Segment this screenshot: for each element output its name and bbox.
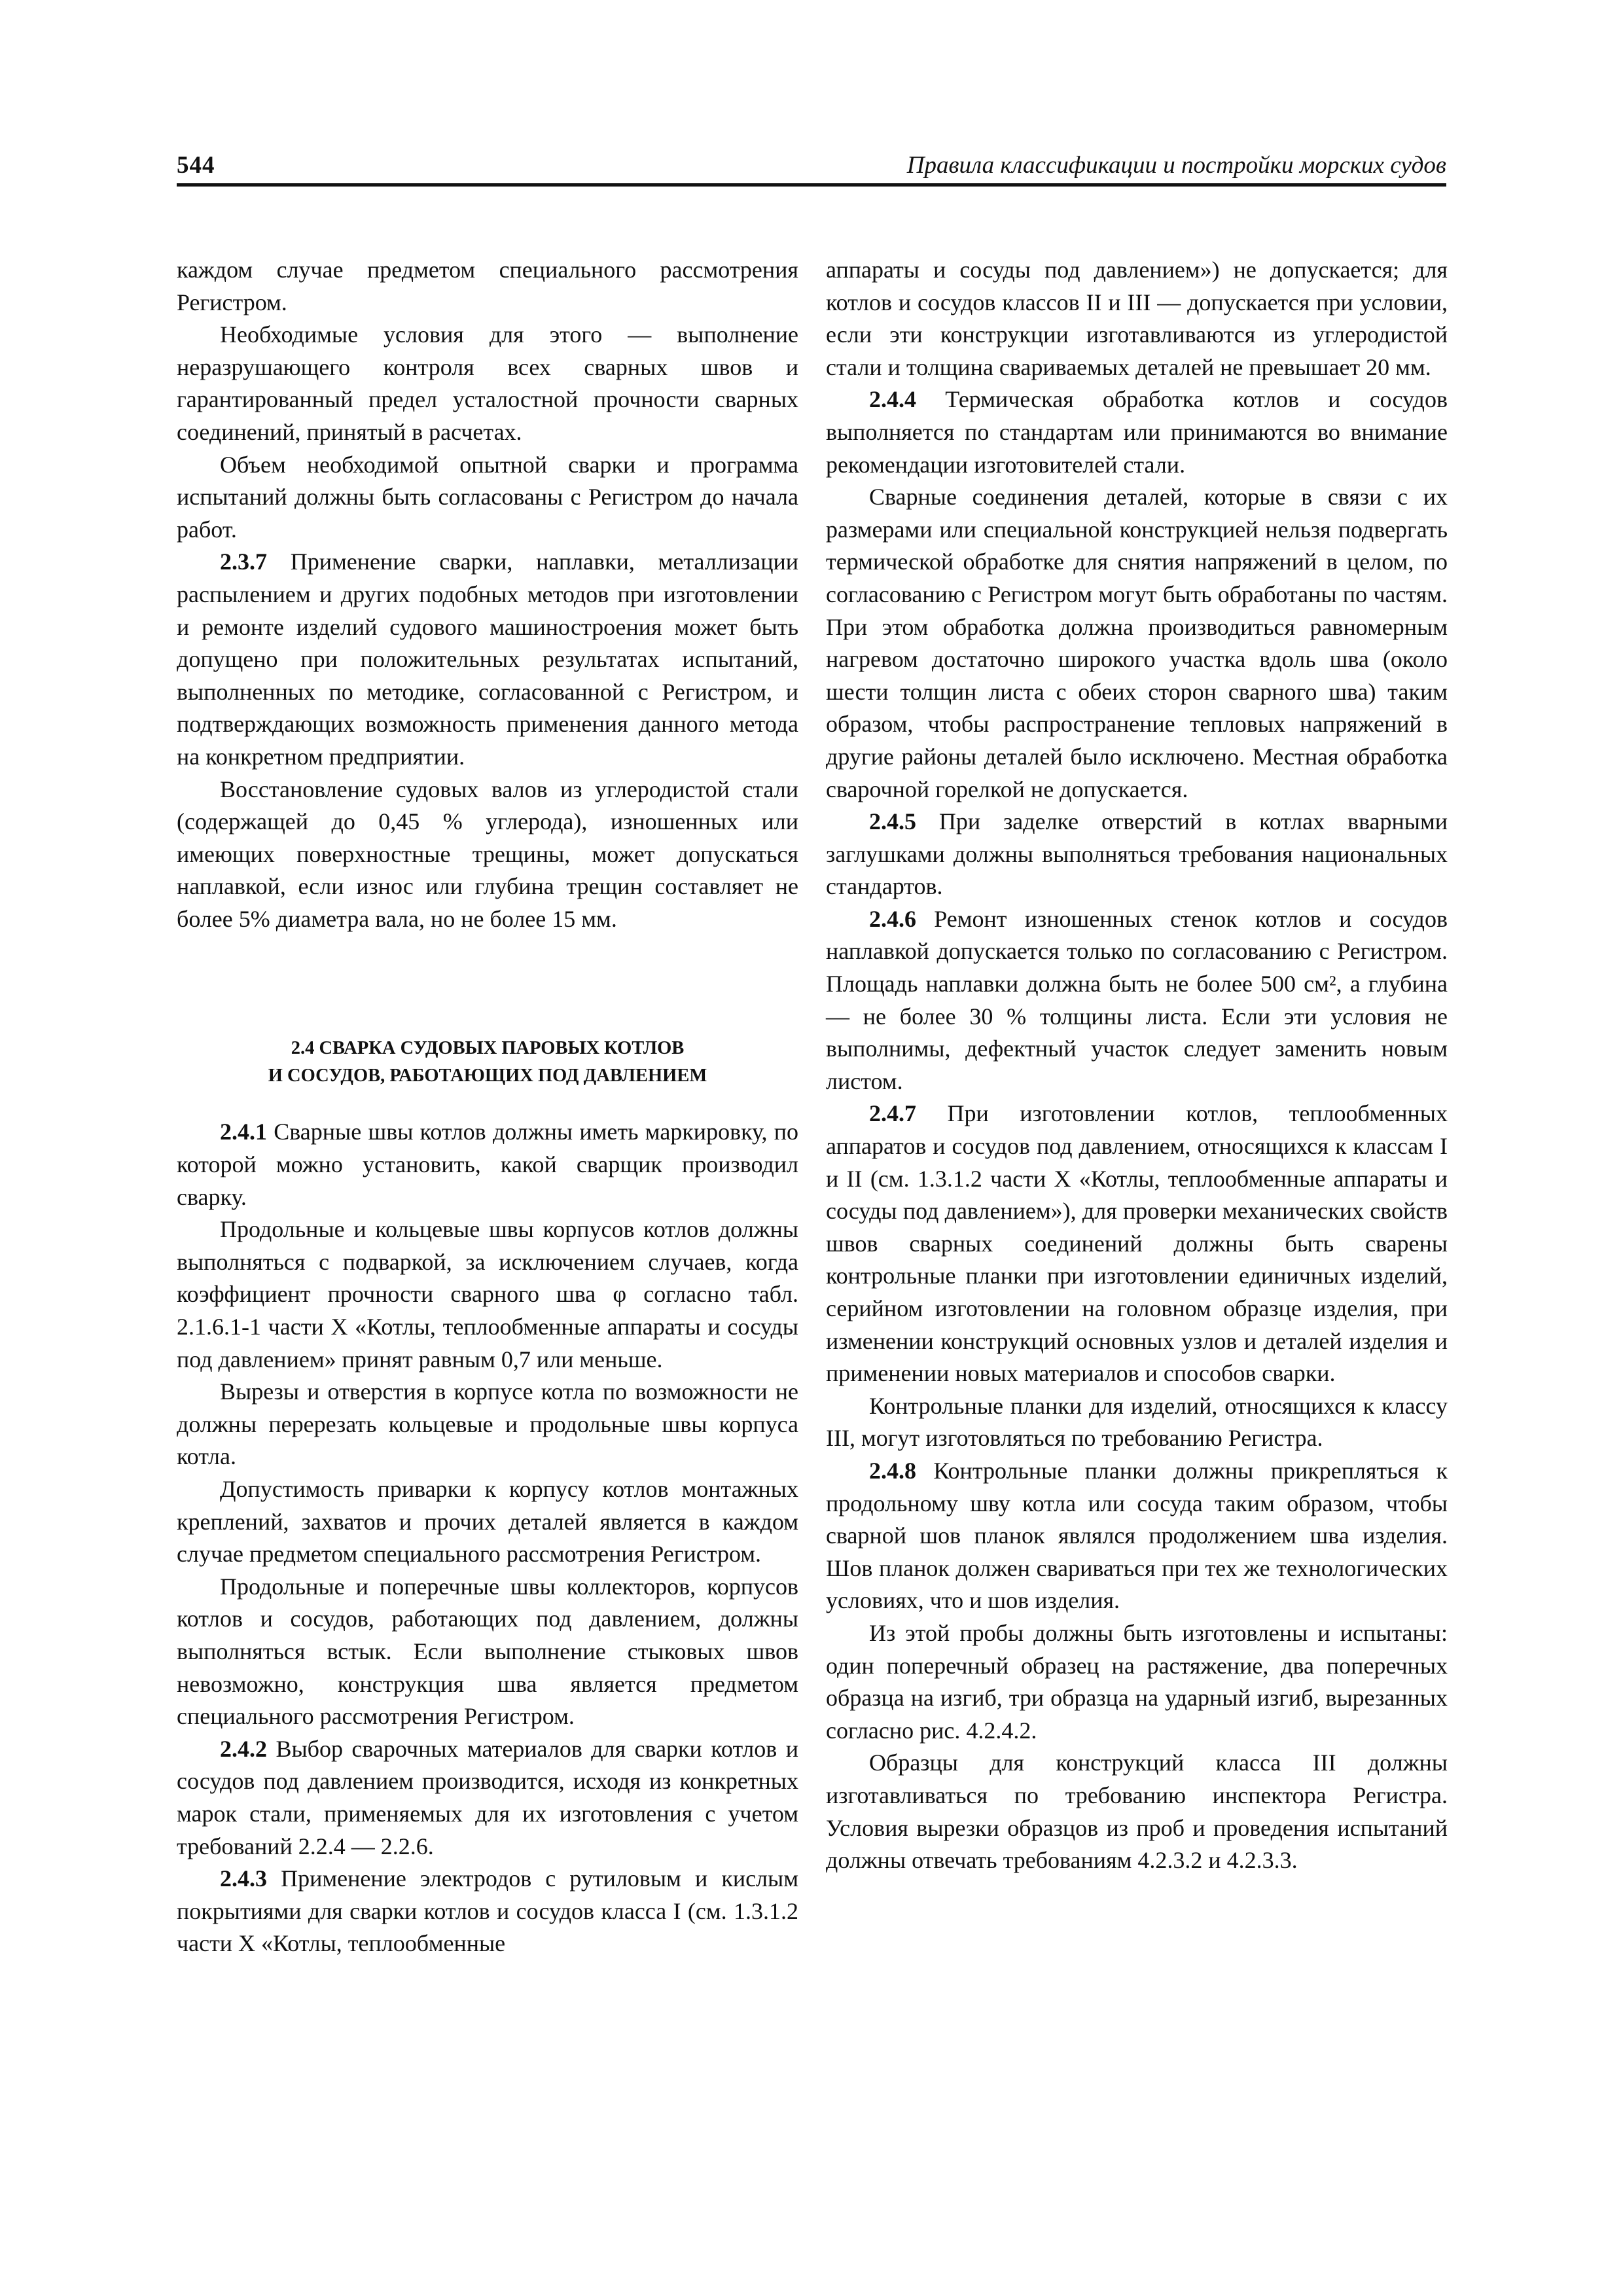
paragraph: Необходимые условия для этого — выполнение неразрушающего контроля всех сварных швов и гарантированный предел усталостной прочности сварных соединений, принятый в расчетах. <box>177 321 798 445</box>
section-heading <box>177 1035 798 1090</box>
paragraph: Из этой пробы должны быть изготовлены и испытаны: один поперечный образец на растяжение, два поперечных образца на изгиб, три образца на ударный изгиб, вырезанных согласно рис. 4.2.4.2. <box>826 1619 1448 1744</box>
clause-number: 2.4.8 <box>869 1457 916 1484</box>
paragraph: Вырезы и отверстия в корпусе котла по возможности не должны перерезать кольцевые и продольные швы корпуса котла. <box>177 1378 798 1470</box>
paragraph: аппараты и сосуды под давлением») не допускается; для котлов и сосудов классов II и III — допускается при условии, если эти конструкции изготавливаются из углеродистой стали и толщина свариваемых деталей не превышает 20 мм. <box>826 257 1448 380</box>
section-heading-line: И СОСУДОВ, РАБОТАЮЩИХ ПОД ДАВЛЕНИЕМ <box>268 1066 707 1086</box>
paragraph: Допустимость приварки к корпусу котлов монтажных креплений, захватов и прочих деталей является в каждом случае предметом специального рассмотрения Регистром. <box>177 1476 798 1568</box>
clause-2-4-5 <box>826 806 1448 903</box>
clause-2-4-8 <box>826 1455 1448 1617</box>
paragraph: Сварные соединения деталей, которые в связи с их размерами или специальной конструкцией нельзя подвергать термической обработке для снятия напряжений в целом, по согласованию с Регистром могут быть обработаны по частям. При этом обработка должна производиться равномерным нагревом достаточно широкого участка вдоль шва (около шести толщин листа с обеих сторон сварного шва) таким образом, чтобы распространение тепловых напряжений в другие районы деталей было исключено. Местная обработка сварочной горелкой не допускается. <box>826 484 1448 802</box>
clause-number: 2.3.7 <box>220 548 267 575</box>
clause-2-4-3 <box>177 1863 798 1960</box>
clause-text: Ремонт изношенных стенок котлов и сосудов наплавкой допускается только по согласованию с Регистром. Площадь наплавки должна быть не более 500 см², а глубина — не более 30 % толщины листа. Если эти условия не выполнимы, дефектный участок следует заменить новым листом. <box>826 905 1448 1094</box>
clause-number: 2.4.7 <box>869 1100 916 1127</box>
clause-text: Термическая обработка котлов и сосудов выполняется по стандартам или принимаются во внимание рекомендации изготовителей стали. <box>826 386 1448 478</box>
paragraph: Продольные и поперечные швы коллекторов, корпусов котлов и сосудов, работающих под давлением, должны выполняться встык. Если выполнение стыковых швов невозможно, конструкция шва является предметом специального рассмотрения Регистром. <box>177 1573 798 1730</box>
section-heading-line: 2.4 СВАРКА СУДОВЫХ ПАРОВЫХ КОТЛОВ <box>291 1038 685 1059</box>
clause-2-4-7 <box>826 1098 1448 1390</box>
clause-2-4-6 <box>826 903 1448 1098</box>
paragraph: Образцы для конструкций класса III должны изготавливаться по требованию инспектора Регистра. Условия вырезки образцов из проб и проведения испытаний должны отвечать требованиям 4.2.3.2 и 4.2.3.3. <box>826 1749 1448 1874</box>
paragraph: Продольные и кольцевые швы корпусов котлов должны выполняться с подваркой, за исключением случаев, когда коэффициент прочности сварного шва φ согласно табл. 2.1.6.1-1 части X «Котлы, теплообменные аппараты и сосуды под давлением» принят равным 0,7 или меньше. <box>177 1216 798 1372</box>
page-header <box>177 143 1446 187</box>
paragraph: Восстановление судовых валов из углеродистой стали (содержащей до 0,45 % углерода), изношенных или имеющих поверхностные трещины, может допускаться наплавкой, если износ или глубина трещин составляет не более 5% диаметра вала, но не более 15 мм. <box>177 776 798 932</box>
paragraph: Объем необходимой опытной сварки и программа испытаний должны быть согласованы с Регистром до начала работ. <box>177 451 798 543</box>
clause-text: Выбор сварочных материалов для сварки котлов и сосудов под давлением производится, исходя из конкретных марок стали, применяемых для их изготовления с учетом требований 2.2.4 — 2.2.6. <box>177 1735 798 1859</box>
clause-number: 2.4.2 <box>220 1735 267 1762</box>
page-number: 544 <box>177 152 215 179</box>
left-column <box>177 254 798 1960</box>
clause-text: Применение электродов с рутиловым и кислым покрытиями для сварки котлов и сосудов класса I (см. 1.3.1.2 части X «Котлы, теплообменные <box>177 1865 798 1957</box>
paragraph: Контрольные планки для изделий, относящихся к классу III, могут изготовляться по требованию Регистра. <box>826 1392 1448 1452</box>
clause-number: 2.4.4 <box>869 386 916 413</box>
clause-number: 2.4.3 <box>220 1865 267 1892</box>
clause-2-4-4 <box>826 384 1448 481</box>
clause-text: Сварные швы котлов должны иметь маркировку, по которой можно установить, какой сварщик производил сварку. <box>177 1119 798 1210</box>
clause-2-4-2 <box>177 1733 798 1863</box>
right-column <box>826 254 1448 1877</box>
clause-2-4-1 <box>177 1116 798 1213</box>
clause-text: При заделке отверстий в котлах вварными заглушками должны выполняться требования национальных стандартов. <box>826 808 1448 900</box>
clause-text: При изготовлении котлов, теплообменных аппаратов и сосудов под давлением, относящихся к классам I и II (см. 1.3.1.2 части X «Котлы, теплообменные аппараты и сосуды под давлением»), для проверки механических свойств швов сварных соединений должны быть сварены контрольные планки при изготовлении единичных изделий, серийном изготовлении на головном образце изделия, при изменении конструкций основных узлов и деталей изделия и применении новых материалов и способов сварки. <box>826 1100 1448 1387</box>
running-title: Правила классификации и постройки морских судов <box>906 152 1446 179</box>
clause-2-3-7 <box>177 546 798 773</box>
paragraph: каждом случае предметом специального рассмотрения Регистром. <box>177 257 798 315</box>
clause-number: 2.4.5 <box>869 808 916 835</box>
clause-number: 2.4.6 <box>869 905 916 932</box>
clause-text: Контрольные планки должны прикрепляться к продольному шву котла или сосуда таким образом, чтобы сварной шов планок являлся продолжением шва изделия. Шов планок должен свариваться при тех же технологических условиях, что и шов изделия. <box>826 1457 1448 1614</box>
clause-number: 2.4.1 <box>220 1119 267 1145</box>
clause-text: Применение сварки, наплавки, металлизации распылением и других подобных методов при изготовлении и ремонте изделий судового машиностроения может быть допущено при положительных результатах испытаний, выполненных по методике, согласованной с Регистром, и подтверждающих возможность применения данного метода на конкретном предприятии. <box>177 548 798 770</box>
